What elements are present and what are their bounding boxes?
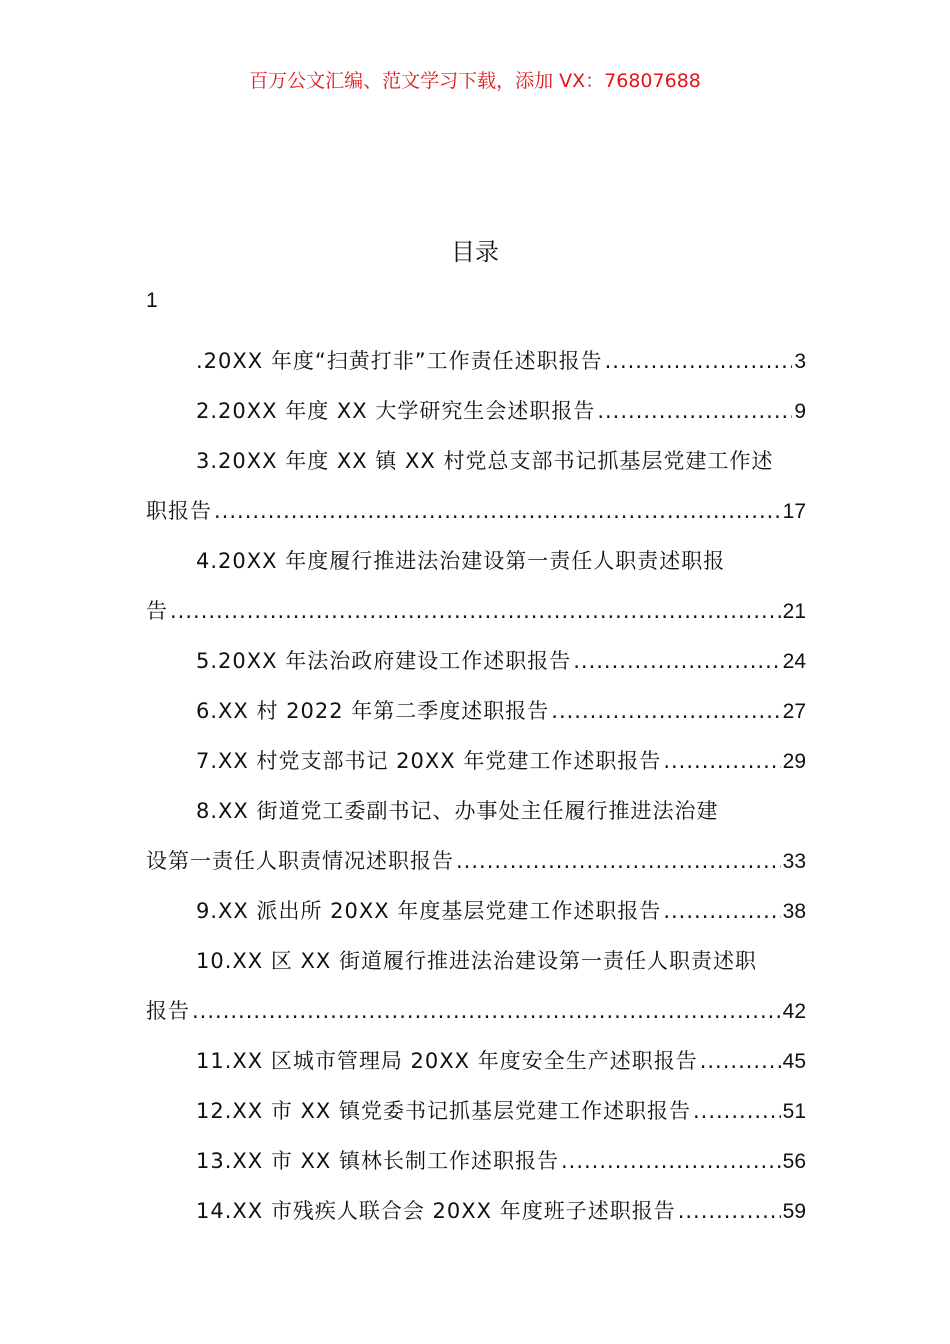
dot-leader (663, 886, 780, 936)
toc-entry-page: 33 (782, 850, 806, 873)
toc-entry-title: 5.20XX 年法治政府建设工作述职报告 (196, 649, 572, 673)
toc-entry-page: 17 (782, 500, 806, 523)
dot-leader (561, 1136, 781, 1186)
dot-leader (678, 1186, 781, 1236)
dot-leader (573, 636, 780, 686)
toc-entry-title: 12.XX 市 XX 镇党委书记抓基层党建工作述职报告 (196, 1099, 691, 1123)
toc-entry-title: 7.XX 村党支部书记 20XX 年党建工作述职报告 (196, 749, 662, 773)
toc-entry-title-cont: 报告 (146, 999, 190, 1023)
toc-entry-page: 56 (782, 1150, 806, 1173)
toc-entry-page: 21 (782, 600, 806, 623)
toc-entry-page: 42 (782, 1000, 806, 1023)
toc-entry[interactable] (146, 636, 806, 686)
toc-entry-page: 27 (782, 700, 806, 723)
toc-entry-page: 38 (782, 900, 806, 923)
toc-entry[interactable] (146, 1186, 806, 1236)
toc-entry-title: 13.XX 市 XX 镇林长制工作述职报告 (196, 1149, 559, 1173)
toc-entry[interactable] (146, 1036, 806, 1086)
toc-entry[interactable] (146, 1086, 806, 1136)
dot-leader (693, 1086, 781, 1136)
toc-entry[interactable] (146, 436, 806, 536)
dot-leader (663, 736, 780, 786)
toc-entry[interactable] (146, 686, 806, 736)
stray-number: 1 (146, 289, 158, 312)
toc-entry[interactable] (146, 936, 806, 1036)
toc-title: 目录 (451, 238, 499, 266)
dot-leader (605, 336, 793, 386)
toc-entry-title: 9.XX 派出所 20XX 年度基层党建工作述职报告 (196, 899, 662, 923)
toc-entry-page: 3 (794, 350, 806, 373)
toc-entry-title-cont: 设第一责任人职责情况述职报告 (146, 849, 454, 873)
dot-leader (700, 1036, 781, 1086)
toc-entry[interactable] (146, 736, 806, 786)
toc-entry-page: 59 (782, 1200, 806, 1223)
toc-entry-title: .20XX 年度“扫黄打非”工作责任述职报告 (196, 349, 603, 373)
toc-entry-page: 29 (782, 750, 806, 773)
dot-leader (170, 586, 781, 636)
dot-leader (214, 486, 781, 536)
toc-entry[interactable] (146, 886, 806, 936)
toc-entry-title: 6.XX 村 2022 年第二季度述职报告 (196, 699, 550, 723)
toc-entry-title: 10.XX 区 XX 街道履行推进法治建设第一责任人职责述职 (196, 949, 757, 973)
toc-entry[interactable] (146, 386, 806, 436)
watermark-banner: 百万公文汇编、范文学习下载，添加 VX：76807688 (249, 70, 701, 92)
toc-entry[interactable] (146, 336, 806, 386)
dot-leader (597, 386, 792, 436)
toc-entry-title: 8.XX 街道党工委副书记、办事处主任履行推进法治建 (196, 799, 719, 823)
toc-entry-page: 51 (782, 1100, 806, 1123)
toc-entry-title: 3.20XX 年度 XX 镇 XX 村党总支部书记抓基层党建工作述 (196, 449, 774, 473)
toc-entry-title: 4.20XX 年度履行推进法治建设第一责任人职责述职报 (196, 549, 726, 573)
toc-entry-title: 2.20XX 年度 XX 大学研究生会述职报告 (196, 399, 596, 423)
toc-entry[interactable] (146, 1136, 806, 1186)
dot-leader (192, 986, 781, 1036)
toc-entry[interactable] (146, 786, 806, 886)
toc-entry[interactable] (146, 536, 806, 636)
toc-entry-page: 9 (794, 400, 806, 423)
toc-entry-title-cont: 告 (146, 599, 168, 623)
toc-entry-title: 11.XX 区城市管理局 20XX 年度安全生产述职报告 (196, 1049, 698, 1073)
toc-entry-title: 14.XX 市残疾人联合会 20XX 年度班子述职报告 (196, 1199, 676, 1223)
toc-entry-page: 45 (782, 1050, 806, 1073)
table-of-contents (146, 286, 806, 1236)
dot-leader (456, 836, 781, 886)
toc-entry-page: 24 (782, 650, 806, 673)
dot-leader (551, 686, 780, 736)
toc-entry-title-cont: 职报告 (146, 499, 212, 523)
